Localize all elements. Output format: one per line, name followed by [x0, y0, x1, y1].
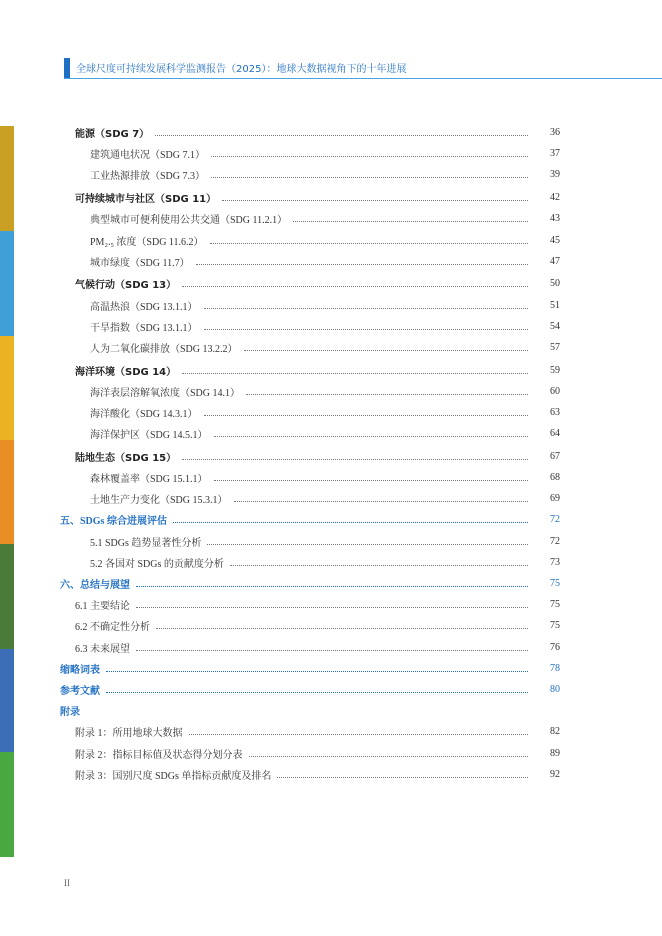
toc-entry[interactable]	[60, 208, 560, 229]
toc-entry-title: 建筑通电状况（SDG 7.1）	[90, 150, 206, 162]
toc-page-number: 73	[550, 556, 560, 568]
toc-page-number: 45	[550, 234, 560, 246]
toc-entry-title: 能源（SDG 7）	[75, 129, 150, 141]
toc-page-number: 37	[550, 148, 560, 160]
color-strip-segment	[0, 336, 14, 440]
toc-entry[interactable]	[60, 467, 560, 488]
toc-entry[interactable]	[60, 446, 560, 467]
toc-page-number: 72	[550, 535, 560, 547]
toc-entry[interactable]	[60, 594, 560, 615]
toc-page-number: 51	[550, 299, 560, 311]
toc-entry[interactable]	[60, 187, 560, 208]
toc-leader-dots	[214, 480, 528, 481]
toc-entry[interactable]	[60, 615, 560, 636]
toc-entry-title: 可持续城市与社区（SDG 11）	[75, 194, 217, 206]
toc-entry-title: 高温热浪（SDG 13.1.1）	[90, 301, 198, 313]
toc-page-number: 54	[550, 320, 560, 332]
running-header-title: 全球尺度可持续发展科学监测报告（2025）：地球大数据视角下的十年进展	[76, 64, 407, 75]
toc-entry-title: 森林覆盖率（SDG 15.1.1）	[90, 474, 208, 486]
toc-page-number: 63	[550, 407, 560, 419]
toc-entry-title: 海洋环境（SDG 14）	[75, 366, 177, 378]
toc-entry[interactable]	[60, 423, 560, 444]
toc-leader-dots	[173, 522, 528, 523]
color-strip-segment	[0, 126, 14, 231]
table-of-contents	[60, 122, 560, 785]
toc-entry-title: PM₂.₅ 浓度（SDG 11.6.2）	[90, 236, 204, 248]
toc-page-number: 80	[550, 683, 560, 695]
toc-leader-dots	[106, 671, 528, 672]
toc-leader-dots	[244, 350, 528, 351]
toc-entry-title: 五、SDGs 综合进展评估	[60, 516, 167, 528]
toc-entry[interactable]	[60, 509, 560, 530]
toc-entry-title: 陆地生态（SDG 15）	[75, 452, 177, 464]
toc-entry-title: 5.1 SDGs 趋势显著性分析	[90, 537, 202, 549]
toc-entry-title: 人为二氧化碳排放（SDG 13.2.2）	[90, 343, 238, 355]
toc-entry[interactable]	[60, 658, 560, 679]
toc-entry-title: 海洋酸化（SDG 14.3.1）	[90, 409, 198, 421]
toc-entry-title: 附录 3：国别尺度 SDGs 单指标贡献度及排名	[75, 770, 272, 782]
toc-entry[interactable]	[60, 251, 560, 272]
toc-entry-title: 海洋表层溶解氧浓度（SDG 14.1）	[90, 387, 241, 399]
header-accent-bar	[64, 58, 70, 78]
page-number: II	[64, 878, 70, 888]
toc-leader-dots	[189, 734, 529, 735]
toc-leader-dots	[156, 628, 528, 629]
toc-page-number: 75	[550, 620, 560, 632]
toc-entry-title: 5.2 各国对 SDGs 的贡献度分析	[90, 558, 224, 570]
toc-page-number: 57	[550, 341, 560, 353]
toc-entry[interactable]	[60, 488, 560, 509]
toc-page-number: 72	[550, 514, 560, 526]
sdg-color-strip	[0, 126, 14, 857]
toc-entry-title: 附录	[60, 707, 80, 719]
toc-leader-dots	[155, 135, 528, 136]
toc-entry[interactable]	[60, 402, 560, 423]
toc-page-number: 67	[550, 450, 560, 462]
color-strip-segment	[0, 544, 14, 649]
toc-page-number: 60	[550, 385, 560, 397]
toc-entry[interactable]	[60, 143, 560, 164]
toc-page-number: 76	[550, 641, 560, 653]
toc-leader-dots	[182, 286, 528, 287]
header-rule	[64, 78, 662, 79]
toc-entry-title: 海洋保护区（SDG 14.5.1）	[90, 430, 208, 442]
toc-entry[interactable]	[60, 637, 560, 658]
toc-entry-title: 六、总结与展望	[60, 580, 130, 592]
color-strip-segment	[0, 752, 14, 857]
toc-leader-dots	[136, 607, 528, 608]
toc-leader-dots	[277, 777, 528, 778]
color-strip-segment	[0, 649, 14, 752]
toc-leader-dots	[182, 459, 528, 460]
toc-leader-dots	[204, 415, 528, 416]
toc-entry-title: 6.3 未来展望	[75, 643, 130, 655]
toc-entry[interactable]	[60, 573, 560, 594]
toc-entry[interactable]	[60, 122, 560, 143]
toc-entry[interactable]	[60, 360, 560, 381]
toc-leader-dots	[230, 565, 528, 566]
toc-entry-title: 工业热源排放（SDG 7.3）	[90, 171, 206, 183]
toc-entry[interactable]	[60, 316, 560, 337]
toc-leader-dots	[204, 308, 528, 309]
toc-entry[interactable]	[60, 229, 560, 250]
toc-entry-title: 6.1 主要结论	[75, 601, 130, 613]
toc-page-number: 69	[550, 493, 560, 505]
toc-entry[interactable]	[60, 295, 560, 316]
toc-entry-title: 城市绿度（SDG 11.7）	[90, 257, 190, 269]
toc-page-number: 47	[550, 255, 560, 267]
toc-leader-dots	[106, 692, 528, 693]
toc-page-number: 82	[550, 726, 560, 738]
toc-entry[interactable]	[60, 742, 560, 763]
toc-leader-dots	[196, 264, 528, 265]
toc-entry[interactable]	[60, 721, 560, 742]
color-strip-segment	[0, 231, 14, 336]
toc-page-number: 68	[550, 472, 560, 484]
toc-entry[interactable]	[60, 337, 560, 358]
toc-leader-dots	[246, 394, 528, 395]
toc-leader-dots	[182, 373, 528, 374]
toc-entry[interactable]	[60, 164, 560, 185]
toc-leader-dots	[210, 243, 528, 244]
toc-leader-dots	[204, 329, 528, 330]
toc-page-number: 42	[550, 192, 560, 204]
toc-leader-dots	[293, 221, 528, 222]
toc-entry[interactable]	[60, 700, 560, 721]
toc-leader-dots	[136, 650, 528, 651]
toc-entry-title: 气候行动（SDG 13）	[75, 280, 177, 292]
toc-page-number: 78	[550, 662, 560, 674]
toc-entry[interactable]	[60, 381, 560, 402]
toc-entry-title: 土地生产力变化（SDG 15.3.1）	[90, 495, 228, 507]
toc-leader-dots	[211, 156, 528, 157]
toc-leader-dots	[222, 200, 528, 201]
toc-entry-title: 附录 1：所用地球大数据	[75, 728, 183, 740]
toc-page-number: 89	[550, 747, 560, 759]
toc-entry-title: 缩略词表	[60, 664, 100, 676]
toc-page-number: 43	[550, 213, 560, 225]
toc-entry[interactable]	[60, 531, 560, 552]
toc-entry-title: 6.2 不确定性分析	[75, 622, 150, 634]
toc-entry-title: 典型城市可便利使用公共交通（SDG 11.2.1）	[90, 215, 288, 227]
toc-page-number: 64	[550, 428, 560, 440]
toc-entry-title: 干旱指数（SDG 13.1.1）	[90, 322, 198, 334]
toc-entry[interactable]	[60, 552, 560, 573]
toc-page-number: 75	[550, 578, 560, 590]
toc-entry[interactable]	[60, 764, 560, 785]
toc-entry-title: 附录 2：指标目标值及状态得分划分表	[75, 749, 243, 761]
toc-page-number: 36	[550, 127, 560, 139]
toc-leader-dots	[234, 501, 528, 502]
toc-entry[interactable]	[60, 679, 560, 700]
toc-leader-dots	[211, 177, 528, 178]
toc-page-number: 50	[550, 278, 560, 290]
toc-leader-dots	[207, 544, 528, 545]
color-strip-segment	[0, 440, 14, 544]
toc-leader-dots	[249, 756, 529, 757]
toc-page-number: 39	[550, 169, 560, 181]
toc-entry[interactable]	[60, 273, 560, 294]
toc-page-number: 92	[550, 768, 560, 780]
toc-leader-dots	[136, 586, 528, 587]
toc-page-number: 75	[550, 599, 560, 611]
toc-entry-title: 参考文献	[60, 685, 100, 697]
toc-leader-dots	[214, 436, 528, 437]
toc-page-number: 59	[550, 364, 560, 376]
